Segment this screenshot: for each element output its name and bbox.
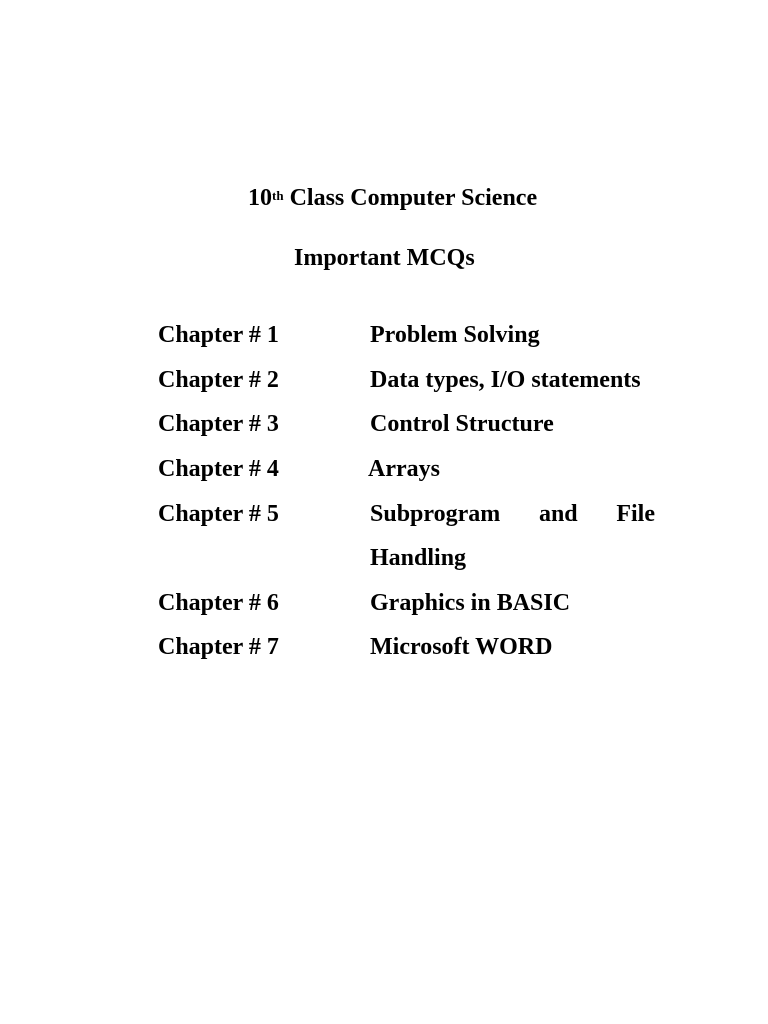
chapter-label: Chapter # 6 — [158, 590, 279, 616]
document-title — [248, 184, 537, 212]
chapter-topic-word: Subprogram — [370, 501, 501, 527]
chapter-label: Chapter # 5 — [158, 501, 279, 527]
document-subtitle: Important MCQs — [294, 245, 475, 271]
chapter-topic: Microsoft WORD — [370, 634, 553, 660]
title-superscript: th — [272, 188, 284, 203]
chapter-label: Chapter # 7 — [158, 634, 279, 660]
chapter-row-7 — [158, 632, 655, 662]
chapter-topic: Problem Solving — [370, 322, 540, 348]
chapter-topic: Arrays — [368, 456, 440, 482]
chapter-label: Chapter # 3 — [158, 411, 279, 437]
chapter-label: Chapter # 1 — [158, 322, 279, 348]
chapter-topic: Data types, I/O statements — [370, 367, 641, 393]
chapter-topic-word: File — [616, 501, 655, 527]
chapter-topic — [370, 499, 655, 529]
chapter-row-6 — [158, 588, 655, 618]
chapter-row-2 — [158, 365, 655, 395]
chapter-topic: Control Structure — [370, 411, 554, 437]
chapter-row-5 — [158, 499, 655, 529]
title-text: Class Computer Science — [289, 185, 538, 211]
chapter-label: Chapter # 2 — [158, 367, 279, 393]
chapter-row-3 — [158, 409, 655, 439]
chapter-topic-continued: Handling — [370, 545, 467, 571]
title-number: 10 — [248, 185, 272, 211]
chapter-topic-word: and — [538, 501, 578, 527]
chapter-topic: Graphics in BASIC — [370, 590, 571, 616]
chapter-row-4 — [158, 454, 655, 484]
chapter-row-1 — [158, 320, 655, 350]
chapter-label: Chapter # 4 — [158, 456, 279, 482]
